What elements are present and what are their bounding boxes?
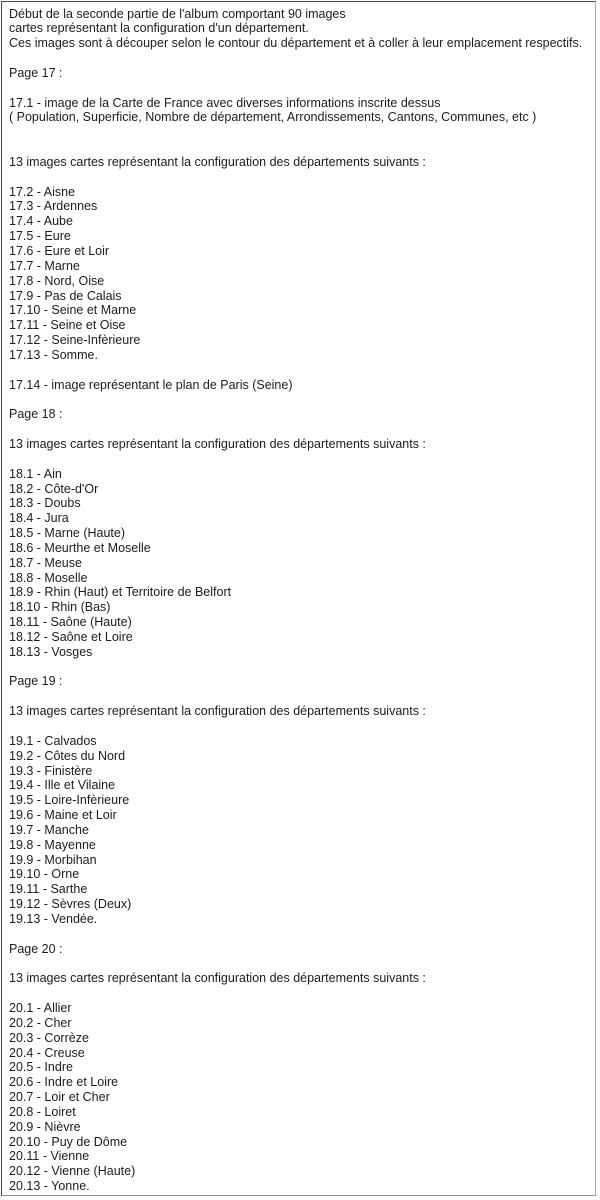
page-18-department-list: 18.3 - Doubs xyxy=(9,496,81,511)
blank-line xyxy=(9,660,591,675)
page-18-department-list: 18.10 - Rhin (Bas) xyxy=(9,600,111,615)
page-20-department-list: 20.10 - Puy de Dôme xyxy=(9,1134,128,1149)
page-19-department-list: 19.2 - Côtes du Nord xyxy=(9,748,126,763)
page-19-department-list: 19.4 - Ille et Vilaine xyxy=(9,778,116,793)
page-19-department-list: 19.12 - Sèvres (Deux) xyxy=(9,897,132,912)
page-18-list-intro: 13 images cartes représentant la configuration des départements suivants : xyxy=(9,436,426,451)
page-19-department-list: 19.9 - Morbihan xyxy=(9,852,97,867)
blank-line xyxy=(9,392,591,407)
blank-line xyxy=(9,125,591,140)
page-18-department-list: 18.9 - Rhin (Haut) et Territoire de Belfort xyxy=(9,585,232,600)
page-20-department-list: 20.8 - Loiret xyxy=(9,1104,76,1119)
blank-line xyxy=(9,719,591,734)
page-19-department-list: 19.5 - Loire-Infèrieure xyxy=(9,793,130,808)
page-20-department-list: 20.12 - Vienne (Haute) xyxy=(9,1164,136,1179)
page-20-list-intro: 13 images cartes représentant la configuration des départements suivants : xyxy=(9,971,426,986)
page-18-department-list: 18.12 - Saône et Loire xyxy=(9,629,133,644)
page-17-department-list: 17.5 - Eure xyxy=(9,229,71,244)
page-18-department-list: 18.8 - Moselle xyxy=(9,570,88,585)
page-19-department-list: 19.13 - Vendée. xyxy=(9,911,98,926)
page-17-department-list: 17.8 - Nord, Oise xyxy=(9,273,105,288)
intro-paragraph: Ces images sont à découper selon le contour du département et à coller à leur emplacement respectifs. xyxy=(9,36,583,51)
blank-line xyxy=(9,81,591,96)
page-19-department-list: 19.11 - Sarthe xyxy=(9,882,88,897)
page-17-department-list: 17.12 - Seine-Infèrieure xyxy=(9,333,141,348)
item-17-14-description: 17.14 - image représentant le plan de Paris (Seine) xyxy=(9,377,293,392)
item-17-1-description: 17.1 - image de la Carte de France avec diverses informations inscrite dessus xyxy=(9,95,441,110)
page-17-heading: Page 17 : xyxy=(9,65,63,80)
page-20-department-list: 20.1 - Allier xyxy=(9,1001,72,1016)
page-17-department-list: 17.11 - Seine et Oise xyxy=(9,318,126,333)
page-18-department-list: 18.13 - Vosges xyxy=(9,644,93,659)
page-20-department-list: 20.5 - Indre xyxy=(9,1060,73,1075)
page-19-heading: Page 19 : xyxy=(9,674,63,689)
page-18-department-list: 18.2 - Côte-d'Or xyxy=(9,481,99,496)
page-18-department-list: 18.1 - Ain xyxy=(9,466,62,481)
page-20-department-list: 20.7 - Loir et Cher xyxy=(9,1090,110,1105)
page-20-department-list: 20.4 - Creuse xyxy=(9,1045,85,1060)
page-19-department-list: 19.3 - Finistère xyxy=(9,763,93,778)
page-17-department-list: 17.2 - Aisne xyxy=(9,184,76,199)
blank-line xyxy=(9,957,591,972)
blank-line xyxy=(9,986,591,1001)
page-19-department-list: 19.10 - Orne xyxy=(9,867,80,882)
page-20-heading: Page 20 : xyxy=(9,941,63,956)
page-18-department-list: 18.5 - Marne (Haute) xyxy=(9,526,126,541)
page-18-heading: Page 18 : xyxy=(9,407,63,422)
page-19-department-list: 19.1 - Calvados xyxy=(9,733,97,748)
page-19-department-list: 19.6 - Maine et Loir xyxy=(9,808,117,823)
page-20-department-list: 20.13 - Yonne. xyxy=(9,1179,90,1194)
page-17-list-intro: 13 images cartes représentant la configuration des départements suivants : xyxy=(9,154,426,169)
blank-line xyxy=(9,452,591,467)
page-17-department-list: 17.4 - Aube xyxy=(9,214,73,229)
item-17-1-description: ( Population, Superficie, Nombre de département, Arrondissements, Cantons, Communes, etc ) xyxy=(9,110,537,125)
blank-line xyxy=(9,422,591,437)
page-18-department-list: 18.6 - Meurthe et Moselle xyxy=(9,540,151,555)
page-20-department-list: 20.11 - Vienne xyxy=(9,1149,90,1164)
blank-line xyxy=(9,51,591,66)
page-17-department-list: 17.3 - Ardennes xyxy=(9,199,98,214)
page-17-department-list: 17.7 - Marne xyxy=(9,258,80,273)
page-19-list-intro: 13 images cartes représentant la configuration des départements suivants : xyxy=(9,704,426,719)
document-body xyxy=(2,2,595,1194)
intro-paragraph: cartes représentant la configuration d'un département. xyxy=(9,21,309,36)
page-19-department-list: 19.8 - Mayenne xyxy=(9,837,96,852)
page-17-department-list: 17.9 - Pas de Calais xyxy=(9,288,122,303)
document-page xyxy=(1,1,596,1196)
page-20-department-list: 20.9 - Nièvre xyxy=(9,1119,81,1134)
blank-line xyxy=(9,363,591,378)
intro-paragraph: Début de la seconde partie de l'album comportant 90 images xyxy=(9,6,346,21)
page-18-department-list: 18.4 - Jura xyxy=(9,511,69,526)
page-19-department-list: 19.7 - Manche xyxy=(9,822,89,837)
page-18-department-list: 18.7 - Meuse xyxy=(9,555,82,570)
page-17-department-list: 17.13 - Somme. xyxy=(9,347,98,362)
blank-line xyxy=(9,927,591,942)
page-20-department-list: 20.3 - Corrèze xyxy=(9,1030,89,1045)
page-20-department-list: 20.6 - Indre et Loire xyxy=(9,1075,119,1090)
blank-line xyxy=(9,170,591,185)
page-20-department-list: 20.2 - Cher xyxy=(9,1015,72,1030)
blank-line xyxy=(9,140,591,155)
page-17-department-list: 17.10 - Seine et Marne xyxy=(9,303,137,318)
page-18-department-list: 18.11 - Saône (Haute) xyxy=(9,615,132,630)
blank-line xyxy=(9,689,591,704)
page-17-department-list: 17.6 - Eure et Loir xyxy=(9,244,110,258)
